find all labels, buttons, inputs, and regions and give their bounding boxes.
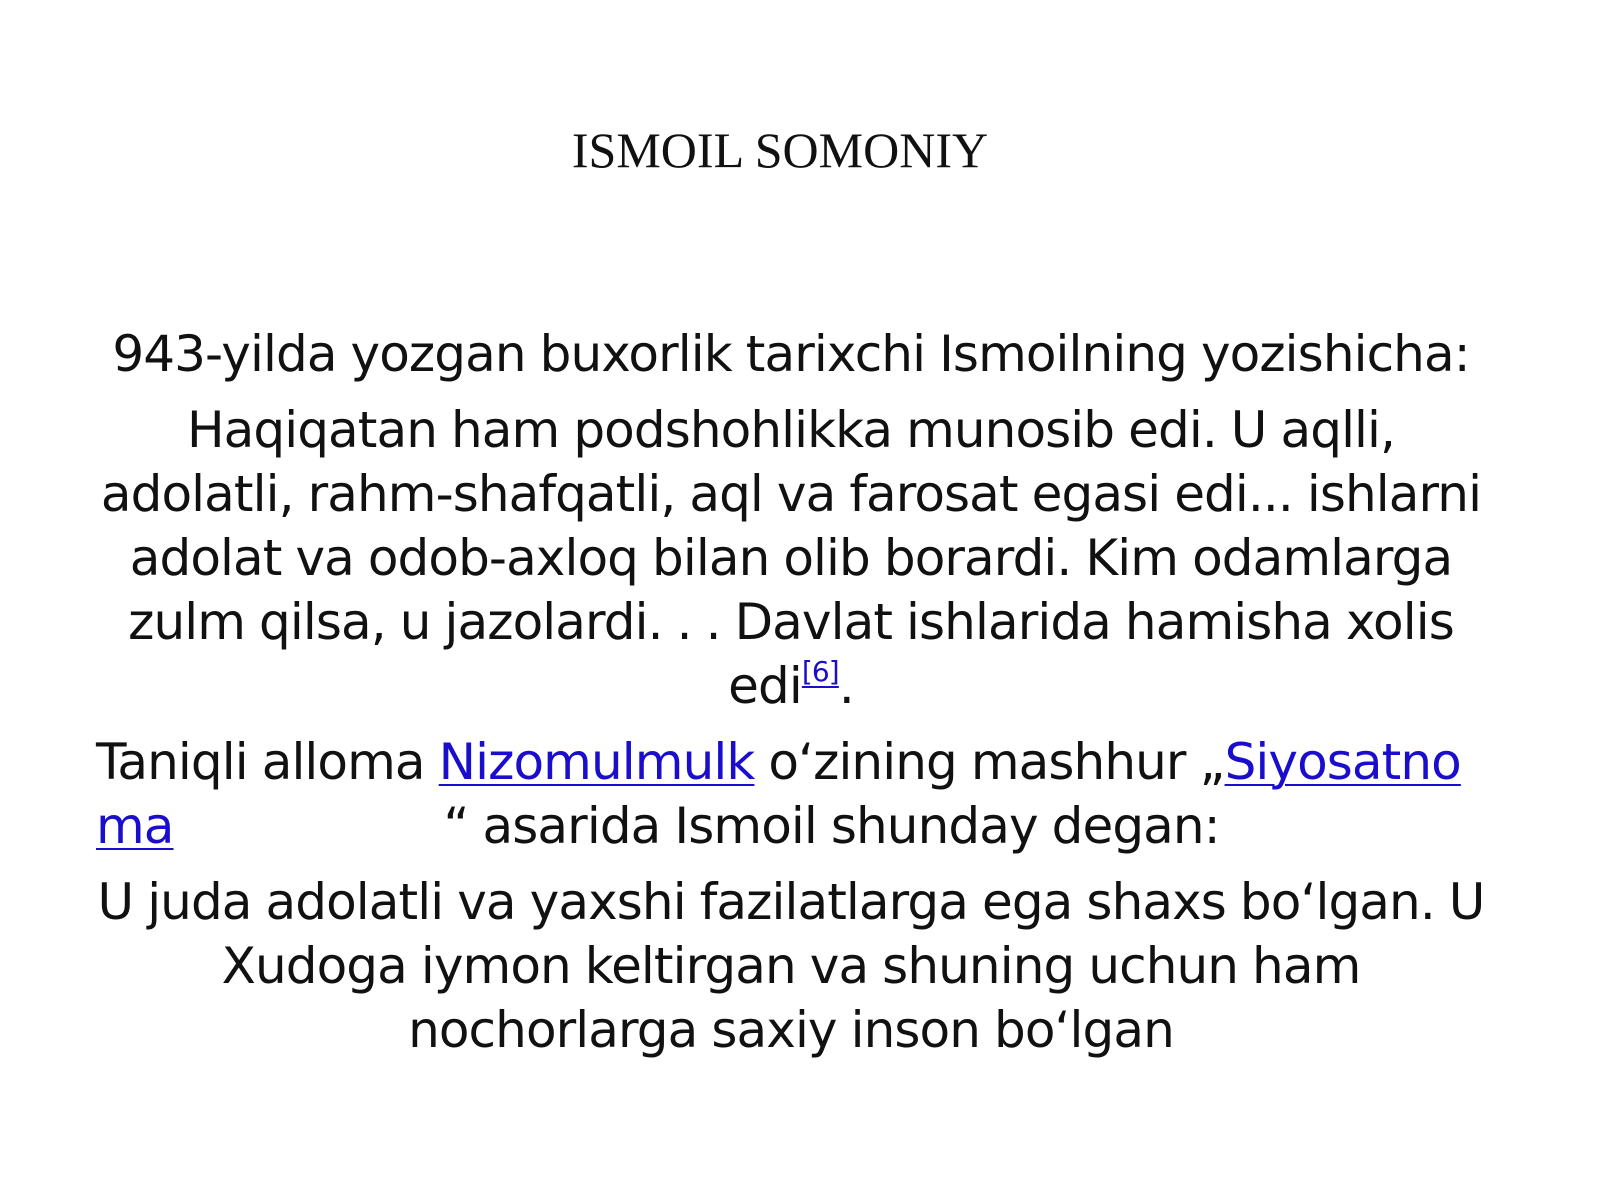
- nizom-text-mid: oʻzining mashhur „: [754, 733, 1225, 791]
- nizom-text-pre: Taniqli alloma: [96, 733, 439, 791]
- nizomulmulk-paragraph: [96, 730, 1486, 858]
- page-title: ISMOIL SOMONIY: [571, 122, 989, 178]
- slide-body: [96, 322, 1486, 1074]
- quote-paragraph-1: [96, 398, 1486, 718]
- quote-end-punct: .: [838, 657, 854, 715]
- intro-paragraph: 943-yilda yozgan buxorlik tarixchi Ismoilning yozishicha:: [112, 325, 1470, 383]
- siyosatnoma-link-part-b: ma: [96, 797, 174, 855]
- nizomulmulk-link[interactable]: Nizomulmulk: [438, 733, 755, 791]
- citation-link-6[interactable]: [6]: [801, 655, 839, 688]
- siyosatnoma-link-part-a: Siyosatno: [1224, 733, 1461, 791]
- nizom-text-post: “ asarida Ismoil shunday degan:: [443, 797, 1220, 855]
- quote-paragraph-2: U juda adolatli va yaxshi fazilatlarga ega shaxs boʻlgan. U Xudoga iymon keltirgan va shuning uchun ham nochorlarga saxiy inson boʻlgan: [97, 873, 1485, 1059]
- quote-text-1: Haqiqatan ham podshohlikka munosib edi. U aqlli, adolatli, rahm-shafqatli, aql va farosat egasi edi... ishlarni adolat va odob-axloq bilan olib borardi. Kim odamlarga zulm qilsa, u jazolardi. . . Davlat ishlarida hamisha xolis edi: [100, 401, 1482, 715]
